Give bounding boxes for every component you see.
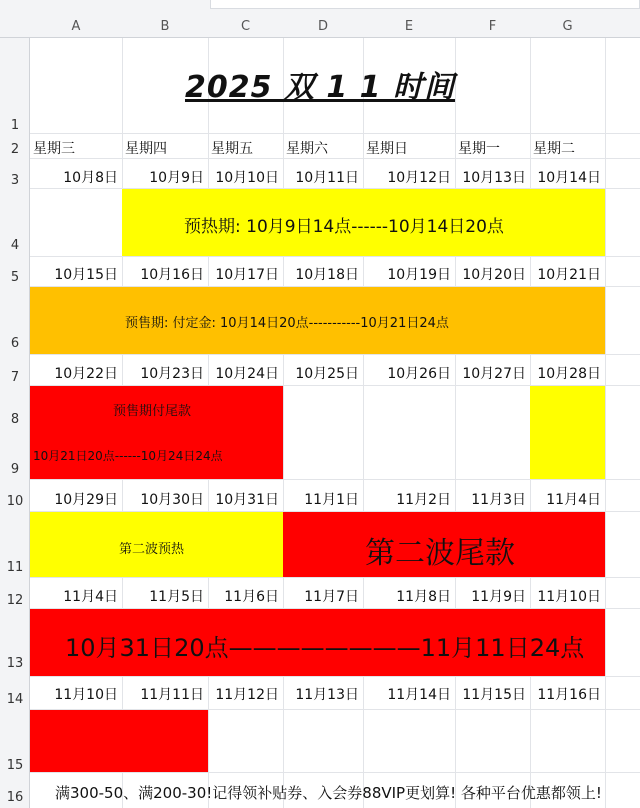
date-cell[interactable]: 10月22日 <box>54 366 118 382</box>
row-header-14[interactable]: 14 <box>6 692 24 707</box>
date-cell[interactable]: 10月27日 <box>462 366 526 382</box>
row-header-12[interactable]: 12 <box>6 593 24 608</box>
column-header-f[interactable]: F <box>488 19 497 34</box>
date-cell[interactable]: 10月15日 <box>54 267 118 283</box>
date-cell[interactable]: 10月23日 <box>140 366 204 382</box>
date-cell[interactable]: 11月16日 <box>537 687 601 703</box>
date-cell[interactable]: 11月11日 <box>140 687 204 703</box>
final-payment-range: 10月21日20点------10月24日24点 <box>33 449 223 463</box>
second-preheat-text: 第二波预热 <box>119 542 185 557</box>
date-cell[interactable]: 11月10日 <box>537 589 601 605</box>
yellow-marker-block <box>530 386 605 479</box>
date-cell[interactable]: 10月26日 <box>387 366 451 382</box>
date-cell[interactable]: 11月10日 <box>54 687 118 703</box>
date-cell[interactable]: 11月5日 <box>149 589 204 605</box>
row-header-5[interactable]: 5 <box>10 270 20 285</box>
weekday-fri: 星期五 <box>211 141 253 157</box>
red-marker-block <box>30 710 208 772</box>
date-cell[interactable]: 10月12日 <box>387 170 451 186</box>
date-cell[interactable]: 11月14日 <box>387 687 451 703</box>
column-header-b[interactable]: B <box>160 19 170 34</box>
date-cell[interactable]: 10月11日 <box>295 170 359 186</box>
row-header-bar <box>0 38 30 808</box>
row-header-3[interactable]: 3 <box>10 173 20 188</box>
weekday-wed: 星期三 <box>33 141 75 157</box>
weekday-sat: 星期六 <box>286 141 328 157</box>
date-cell[interactable]: 10月9日 <box>149 170 204 186</box>
row-header-13[interactable]: 13 <box>6 656 24 671</box>
footer-note: 满300-50、满200-30!记得领补贴券、入会券88VIP更划算! 各种平台优惠都领上! <box>55 784 602 802</box>
date-cell[interactable]: 10月17日 <box>215 267 279 283</box>
date-cell[interactable]: 10月8日 <box>63 170 118 186</box>
date-cell[interactable]: 11月2日 <box>396 492 451 508</box>
toolbar-strip <box>0 0 640 16</box>
row-header-9[interactable]: 9 <box>10 462 20 477</box>
main-sale-range: 10月31日20点————————11月11日24点 <box>65 634 585 662</box>
weekday-thu: 星期四 <box>125 141 167 157</box>
preheat-text: 预热期: 10月9日14点------10月14日20点 <box>184 217 504 237</box>
page-title: 2025 双 1 1 时间 <box>184 70 456 105</box>
final-payment-title: 预售期付尾款 <box>113 404 192 419</box>
date-cell[interactable]: 11月6日 <box>224 589 279 605</box>
date-cell[interactable]: 10月13日 <box>462 170 526 186</box>
row-header-8[interactable]: 8 <box>10 412 20 427</box>
date-cell[interactable]: 11月7日 <box>304 589 359 605</box>
date-cell[interactable]: 11月8日 <box>396 589 451 605</box>
date-cell[interactable]: 11月4日 <box>546 492 601 508</box>
row-header-10[interactable]: 10 <box>6 494 24 509</box>
row-header-4[interactable]: 4 <box>10 238 20 253</box>
date-cell[interactable]: 11月9日 <box>471 589 526 605</box>
row-header-2[interactable]: 2 <box>10 142 20 157</box>
column-header-c[interactable]: C <box>240 19 251 34</box>
date-cell[interactable]: 10月14日 <box>537 170 601 186</box>
second-final-text: 第二波尾款 <box>365 536 515 571</box>
weekday-mon: 星期一 <box>458 141 500 157</box>
row-header-6[interactable]: 6 <box>10 336 20 351</box>
column-header-bar <box>0 16 640 38</box>
formula-bar[interactable] <box>210 0 640 9</box>
date-cell[interactable]: 10月30日 <box>140 492 204 508</box>
date-cell[interactable]: 11月3日 <box>471 492 526 508</box>
date-cell[interactable]: 10月16日 <box>140 267 204 283</box>
presale-text: 预售期: 付定金: 10月14日20点-----------10月21日24点 <box>125 316 449 331</box>
date-cell[interactable]: 10月20日 <box>462 267 526 283</box>
date-cell[interactable]: 11月13日 <box>295 687 359 703</box>
row-header-1[interactable]: 1 <box>10 118 20 133</box>
date-cell[interactable]: 10月25日 <box>295 366 359 382</box>
date-cell[interactable]: 10月29日 <box>54 492 118 508</box>
date-cell[interactable]: 11月4日 <box>63 589 118 605</box>
date-cell[interactable]: 11月12日 <box>215 687 279 703</box>
column-header-g[interactable]: G <box>562 19 573 34</box>
row-header-11[interactable]: 11 <box>6 560 24 575</box>
date-cell[interactable]: 10月18日 <box>295 267 359 283</box>
date-cell[interactable]: 10月31日 <box>215 492 279 508</box>
date-cell[interactable]: 10月24日 <box>215 366 279 382</box>
date-cell[interactable]: 11月15日 <box>462 687 526 703</box>
column-header-e[interactable]: E <box>404 19 414 34</box>
date-cell[interactable]: 10月21日 <box>537 267 601 283</box>
column-header-d[interactable]: D <box>317 19 328 34</box>
column-header-a[interactable]: A <box>71 19 81 34</box>
row-header-16[interactable]: 16 <box>6 790 24 805</box>
row-header-15[interactable]: 15 <box>6 758 24 773</box>
weekday-tue: 星期二 <box>533 141 575 157</box>
date-cell[interactable]: 10月19日 <box>387 267 451 283</box>
date-cell[interactable]: 11月1日 <box>304 492 359 508</box>
date-cell[interactable]: 10月10日 <box>215 170 279 186</box>
date-cell[interactable]: 10月28日 <box>537 366 601 382</box>
weekday-sun: 星期日 <box>366 141 408 157</box>
row-header-7[interactable]: 7 <box>10 370 20 385</box>
